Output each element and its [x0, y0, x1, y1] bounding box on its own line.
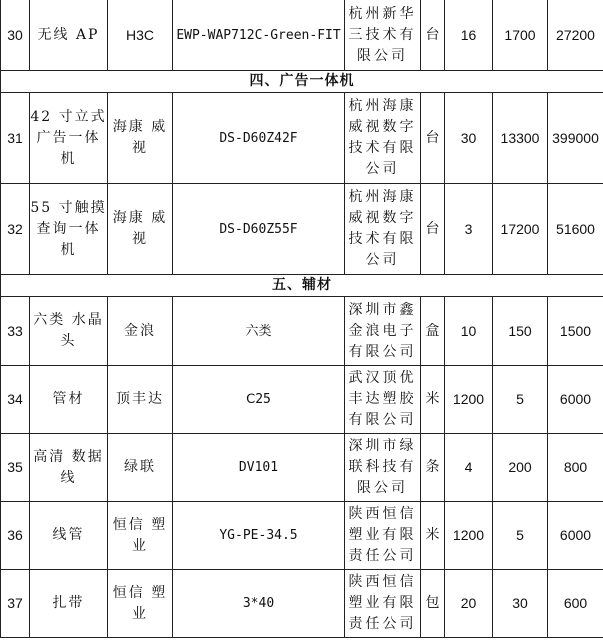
- brand: 恒信 塑业: [108, 502, 173, 570]
- manufacturer: 杭州新华三技术有限公司: [345, 0, 421, 71]
- row-number: 31: [1, 93, 30, 184]
- total-price: 6000: [548, 502, 603, 570]
- item-name: 扎带: [30, 570, 108, 638]
- model: 六类: [173, 297, 345, 366]
- unit: 台: [421, 0, 445, 71]
- unit-price: 200: [493, 434, 548, 502]
- item-name: 无线 AP: [30, 0, 108, 71]
- item-name: 线管: [30, 502, 108, 570]
- manufacturer: 深圳市绿联科技有限公司: [345, 434, 421, 502]
- quantity: 4: [445, 434, 493, 502]
- row-number: 33: [1, 297, 30, 366]
- table-row: [1, 502, 603, 570]
- total-price: 6000: [548, 366, 603, 434]
- table-row: [1, 0, 603, 71]
- item-name: 42 寸立式广告一体机: [30, 93, 108, 184]
- row-number: 34: [1, 366, 30, 434]
- brand: 金浪: [108, 297, 173, 366]
- total-price: 600: [548, 570, 603, 638]
- unit-price: 17200: [493, 184, 548, 275]
- brand: H3C: [108, 0, 173, 71]
- item-name: 55 寸触摸查询一体机: [30, 184, 108, 275]
- unit: 盒: [421, 297, 445, 366]
- unit: 台: [421, 184, 445, 275]
- model: YG-PE-34.5: [173, 502, 345, 570]
- brand: 顶丰达: [108, 366, 173, 434]
- manufacturer: 陕西恒信塑业有限责任公司: [345, 570, 421, 638]
- row-number: 37: [1, 570, 30, 638]
- item-name: 六类 水晶头: [30, 297, 108, 366]
- section-title: 五、辅材: [1, 275, 603, 297]
- table-row: [1, 434, 603, 502]
- unit-price: 150: [493, 297, 548, 366]
- manufacturer: 深圳市鑫金浪电子有限公司: [345, 297, 421, 366]
- row-number: 35: [1, 434, 30, 502]
- row-number: 32: [1, 184, 30, 275]
- brand: 绿联: [108, 434, 173, 502]
- manufacturer: 杭州海康威视数字技术有限公司: [345, 184, 421, 275]
- table-row: [1, 93, 603, 184]
- unit: 米: [421, 502, 445, 570]
- unit-price: 30: [493, 570, 548, 638]
- quantity: 20: [445, 570, 493, 638]
- table-row: [1, 570, 603, 638]
- model: DS-D60Z42F: [173, 93, 345, 184]
- unit: 台: [421, 93, 445, 184]
- unit-price: 5: [493, 502, 548, 570]
- total-price: 51600: [548, 184, 603, 275]
- unit: 包: [421, 570, 445, 638]
- brand: 海康 威视: [108, 93, 173, 184]
- section-row: [1, 275, 603, 297]
- total-price: 399000: [548, 93, 603, 184]
- quantity: 1200: [445, 366, 493, 434]
- item-name: 高清 数据线: [30, 434, 108, 502]
- quantity: 3: [445, 184, 493, 275]
- section-row: [1, 71, 603, 93]
- unit: 条: [421, 434, 445, 502]
- item-name: 管材: [30, 366, 108, 434]
- manufacturer: 陕西恒信塑业有限责任公司: [345, 502, 421, 570]
- table-row: [1, 184, 603, 275]
- total-price: 27200: [548, 0, 603, 71]
- model: 3*40: [173, 570, 345, 638]
- unit-price: 1700: [493, 0, 548, 71]
- table-row: [1, 297, 603, 366]
- brand: 海康 威视: [108, 184, 173, 275]
- unit: 米: [421, 366, 445, 434]
- unit-price: 13300: [493, 93, 548, 184]
- model: DV101: [173, 434, 345, 502]
- unit-price: 5: [493, 366, 548, 434]
- model: Ⅽ25: [173, 366, 345, 434]
- quantity: 10: [445, 297, 493, 366]
- quantity: 16: [445, 0, 493, 71]
- manufacturer: 杭州海康威视数字技术有限公司: [345, 93, 421, 184]
- total-price: 1500: [548, 297, 603, 366]
- table-row: [1, 366, 603, 434]
- quantity: 1200: [445, 502, 493, 570]
- total-price: 800: [548, 434, 603, 502]
- quantity: 30: [445, 93, 493, 184]
- model: EWP-WAP712C-Green-FIT: [173, 0, 345, 71]
- row-number: 36: [1, 502, 30, 570]
- manufacturer: 武汉顶优丰达塑胶有限公司: [345, 366, 421, 434]
- section-title: 四、广告一体机: [1, 71, 603, 93]
- row-number: 30: [1, 0, 30, 71]
- brand: 恒信 塑业: [108, 570, 173, 638]
- model: DS-D60Z55F: [173, 184, 345, 275]
